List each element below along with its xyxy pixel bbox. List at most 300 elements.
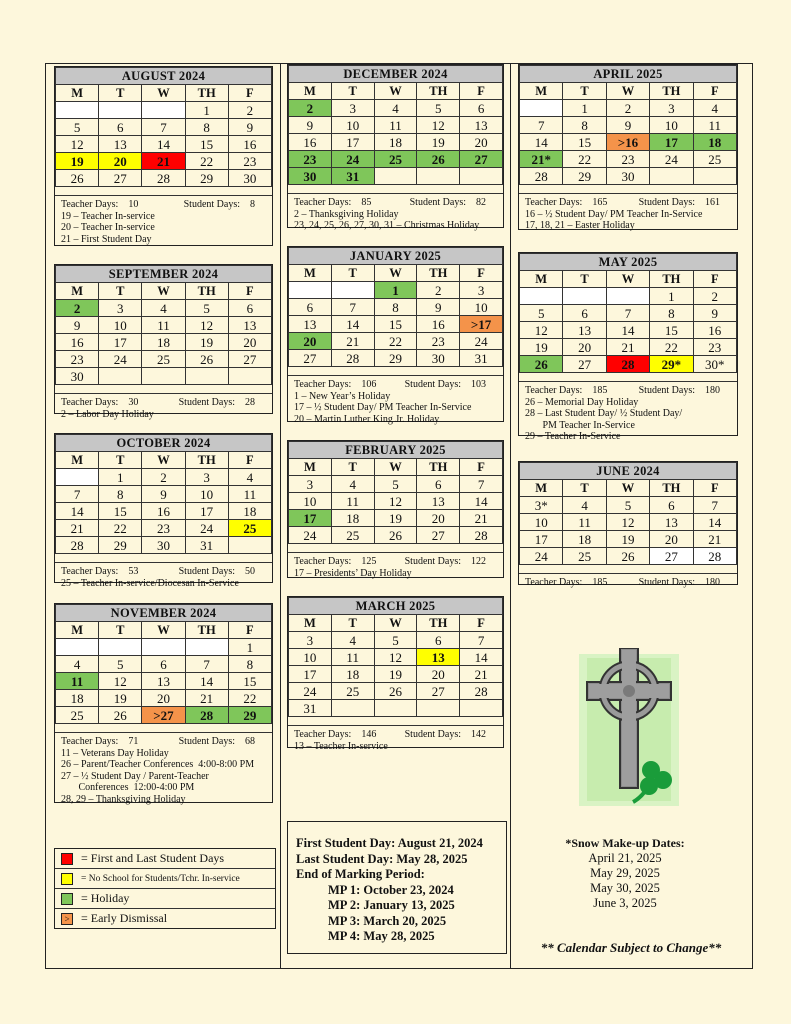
day-cell: 9 bbox=[693, 305, 736, 322]
teacher-days-value: 10 bbox=[128, 199, 139, 210]
day-cell: 12 bbox=[417, 117, 460, 134]
week-row bbox=[289, 299, 503, 316]
snow-makeup-dates bbox=[540, 836, 710, 911]
month-note: 19 – Teacher In-service bbox=[61, 210, 155, 222]
day-cell: 10 bbox=[460, 299, 503, 316]
month-note: 28 – Last Student Day/ ½ Student Day/ bbox=[525, 408, 683, 419]
month-stats bbox=[519, 381, 737, 445]
day-cell: 24 bbox=[650, 151, 693, 168]
month-grid bbox=[55, 434, 272, 554]
day-cell: 19 bbox=[185, 334, 228, 351]
day-cell: 10 bbox=[331, 117, 374, 134]
month-note: Conferences 12:00-4:00 PM bbox=[61, 782, 195, 793]
teacher-days-value: 106 bbox=[361, 379, 377, 390]
day-cell bbox=[228, 537, 271, 554]
day-cell: 2 bbox=[228, 102, 271, 119]
month-title: NOVEMBER 2024 bbox=[56, 605, 272, 622]
day-cell: 2 bbox=[56, 300, 99, 317]
day-cell: 18 bbox=[228, 503, 271, 520]
week-row bbox=[289, 316, 503, 333]
week-row bbox=[56, 520, 272, 537]
day-cell: 5 bbox=[99, 656, 142, 673]
legend-no-school: = No School for Students/Tchr. In-service bbox=[55, 869, 275, 889]
day-cell: 31 bbox=[289, 700, 332, 717]
day-cell: 30 bbox=[142, 537, 185, 554]
student-days-value: 8 bbox=[250, 199, 255, 210]
day-cell: 5 bbox=[606, 497, 649, 514]
day-cell: 25 bbox=[374, 151, 417, 168]
month-january bbox=[287, 246, 504, 425]
day-cell bbox=[331, 282, 374, 299]
day-cell: 16 bbox=[417, 316, 460, 333]
day-cell: 22 bbox=[185, 153, 228, 170]
week-row bbox=[289, 100, 503, 117]
week-row bbox=[289, 333, 503, 350]
day-cell: 12 bbox=[99, 673, 142, 690]
day-cell: 24 bbox=[520, 548, 563, 565]
weekday-header: T bbox=[99, 85, 142, 102]
mp1: MP 1: October 23, 2024 bbox=[328, 882, 454, 897]
student-days-value: 180 bbox=[705, 385, 720, 396]
day-cell: 6 bbox=[417, 632, 460, 649]
weekday-header: T bbox=[331, 83, 374, 100]
week-row bbox=[520, 100, 737, 117]
day-cell: 14 bbox=[142, 136, 185, 153]
month-note: 17, 18, 21 – Easter Holiday bbox=[525, 220, 635, 231]
month-note: 16 – ½ Student Day/ PM Teacher In-Service bbox=[525, 208, 703, 220]
student-days bbox=[639, 197, 720, 209]
weekday-header: W bbox=[606, 480, 649, 497]
student-days-label: Student Days: bbox=[409, 197, 466, 208]
day-cell: 24 bbox=[99, 351, 142, 368]
month-may bbox=[518, 252, 738, 442]
day-cell: 22 bbox=[228, 690, 271, 707]
weekday-header: TH bbox=[417, 83, 460, 100]
day-cell: 15 bbox=[228, 673, 271, 690]
month-grid bbox=[55, 604, 272, 724]
day-cell: 16 bbox=[142, 503, 185, 520]
day-cell: 14 bbox=[693, 514, 736, 531]
week-row bbox=[289, 527, 503, 544]
day-cell: 28 bbox=[331, 350, 374, 367]
day-cell bbox=[693, 168, 736, 185]
student-days-value: 82 bbox=[476, 197, 486, 208]
month-grid bbox=[519, 253, 737, 373]
day-cell: 15 bbox=[374, 316, 417, 333]
weekday-header: T bbox=[99, 283, 142, 300]
day-cell bbox=[56, 102, 99, 119]
month-note: 2 – Labor Day Holiday bbox=[61, 408, 154, 420]
week-row bbox=[289, 117, 503, 134]
day-cell: 25 bbox=[331, 683, 374, 700]
weekday-header: TH bbox=[185, 283, 228, 300]
weekday-header: T bbox=[331, 459, 374, 476]
day-cell: 6 bbox=[563, 305, 606, 322]
month-note: 17 – ½ Student Day/ PM Teacher In-Service bbox=[294, 402, 472, 413]
day-cell: 24 bbox=[460, 333, 503, 350]
day-cell: 21 bbox=[142, 153, 185, 170]
weekday-header: W bbox=[374, 83, 417, 100]
snow-heading: *Snow Make-up Dates: bbox=[565, 836, 685, 850]
legend-first-last: = First and Last Student Days bbox=[55, 849, 275, 869]
week-row bbox=[56, 656, 272, 673]
day-cell bbox=[142, 102, 185, 119]
day-cell: 8 bbox=[228, 656, 271, 673]
week-row bbox=[289, 700, 503, 717]
weekday-header: T bbox=[99, 452, 142, 469]
day-cell: 28 bbox=[606, 356, 649, 373]
day-cell: 18 bbox=[374, 134, 417, 151]
student-days bbox=[405, 379, 486, 391]
weekday-header: M bbox=[520, 480, 563, 497]
month-title: AUGUST 2024 bbox=[56, 68, 272, 85]
month-grid bbox=[288, 65, 503, 185]
day-cell bbox=[650, 168, 693, 185]
day-cell: 28 bbox=[56, 537, 99, 554]
day-cell: 25 bbox=[563, 548, 606, 565]
weekday-header: F bbox=[693, 83, 736, 100]
day-cell: 27 bbox=[650, 548, 693, 565]
day-cell: 22 bbox=[374, 333, 417, 350]
week-row bbox=[520, 531, 737, 548]
day-cell: 22 bbox=[563, 151, 606, 168]
day-cell: 7 bbox=[331, 299, 374, 316]
day-cell: 3 bbox=[289, 632, 332, 649]
month-note: PM Teacher In-Service bbox=[525, 419, 635, 431]
day-cell: 2 bbox=[289, 100, 332, 117]
month-grid bbox=[288, 247, 503, 367]
week-row bbox=[289, 649, 503, 666]
week-row bbox=[289, 282, 503, 299]
day-cell: 17 bbox=[289, 510, 332, 527]
week-row bbox=[56, 136, 272, 153]
day-cell: 22 bbox=[99, 520, 142, 537]
student-days-value: 161 bbox=[705, 197, 720, 208]
month-stats bbox=[288, 375, 503, 427]
month-grid bbox=[288, 441, 503, 544]
day-cell: 25 bbox=[331, 527, 374, 544]
day-cell: 27 bbox=[99, 170, 142, 187]
month-note: 25 – Teacher In-service/Diocesan In-Service bbox=[61, 577, 239, 589]
day-cell: 8 bbox=[650, 305, 693, 322]
teacher-days-value: 71 bbox=[128, 736, 139, 747]
day-cell: 23 bbox=[228, 153, 271, 170]
day-cell: 13 bbox=[417, 649, 460, 666]
day-cell: 29 bbox=[563, 168, 606, 185]
day-cell: 25 bbox=[228, 520, 271, 537]
day-cell: 12 bbox=[374, 493, 417, 510]
day-cell: 5 bbox=[374, 632, 417, 649]
day-cell: 20 bbox=[650, 531, 693, 548]
student-days-label: Student Days: bbox=[404, 556, 461, 567]
day-cell: 9 bbox=[56, 317, 99, 334]
weekday-header: F bbox=[460, 83, 503, 100]
week-row bbox=[56, 153, 272, 170]
weekday-header: TH bbox=[185, 452, 228, 469]
day-cell: 11 bbox=[374, 117, 417, 134]
teacher-days-value: 185 bbox=[592, 577, 608, 588]
weekday-header: M bbox=[289, 459, 332, 476]
month-note: 28, 29 – Thanksgiving Holiday bbox=[61, 793, 186, 805]
month-stats bbox=[288, 725, 503, 754]
student-days-label: Student Days: bbox=[404, 379, 461, 390]
weekday-header: F bbox=[693, 271, 736, 288]
student-days-value: 180 bbox=[705, 577, 720, 588]
day-cell: 20 bbox=[228, 334, 271, 351]
day-cell: 3 bbox=[460, 282, 503, 299]
legend-early-dismissal: > = Early Dismissal bbox=[55, 909, 275, 928]
day-cell bbox=[185, 368, 228, 385]
week-row bbox=[520, 322, 737, 339]
day-cell: 23 bbox=[289, 151, 332, 168]
day-cell: 15 bbox=[563, 134, 606, 151]
day-cell: 12 bbox=[606, 514, 649, 531]
day-cell: 16 bbox=[56, 334, 99, 351]
day-cell bbox=[331, 700, 374, 717]
day-cell: 12 bbox=[520, 322, 563, 339]
mp3: MP 3: March 20, 2025 bbox=[328, 913, 447, 928]
month-june bbox=[518, 461, 738, 588]
student-days bbox=[179, 736, 255, 748]
month-stats bbox=[288, 193, 503, 234]
day-cell: 18 bbox=[331, 510, 374, 527]
day-cell: 14 bbox=[185, 673, 228, 690]
student-days-label: Student Days: bbox=[638, 197, 695, 208]
key-dates-box bbox=[287, 821, 507, 954]
day-cell: 23 bbox=[417, 333, 460, 350]
snow-date: May 29, 2025 bbox=[590, 866, 660, 880]
week-row bbox=[520, 514, 737, 531]
day-cell: >16 bbox=[606, 134, 649, 151]
day-cell: 10 bbox=[185, 486, 228, 503]
day-cell: 26 bbox=[417, 151, 460, 168]
day-cell: >17 bbox=[460, 316, 503, 333]
day-cell: 1 bbox=[185, 102, 228, 119]
weekday-header: T bbox=[563, 480, 606, 497]
day-cell: 9 bbox=[289, 117, 332, 134]
student-days-label: Student Days: bbox=[183, 199, 240, 210]
weekday-header: T bbox=[331, 615, 374, 632]
week-row bbox=[520, 151, 737, 168]
student-days-label: Student Days: bbox=[178, 566, 235, 577]
student-days-label: Student Days: bbox=[638, 577, 695, 588]
day-cell: 13 bbox=[142, 673, 185, 690]
day-cell: 29 bbox=[185, 170, 228, 187]
week-row bbox=[289, 168, 503, 185]
day-cell: 10 bbox=[289, 493, 332, 510]
day-cell: 18 bbox=[331, 666, 374, 683]
week-row bbox=[520, 497, 737, 514]
weekday-header: T bbox=[563, 83, 606, 100]
day-cell: 3 bbox=[331, 100, 374, 117]
month-note: 13 – Teacher In-service bbox=[294, 740, 388, 752]
month-stats bbox=[55, 732, 272, 807]
weekday-header: F bbox=[228, 85, 271, 102]
green-swatch-icon bbox=[61, 893, 73, 905]
student-days-value: 28 bbox=[245, 397, 255, 408]
weekday-header: TH bbox=[417, 265, 460, 282]
day-cell bbox=[185, 639, 228, 656]
day-cell: 28 bbox=[520, 168, 563, 185]
day-cell: 4 bbox=[693, 100, 736, 117]
day-cell: 27 bbox=[563, 356, 606, 373]
teacher-days-value: 125 bbox=[361, 556, 377, 567]
day-cell: 23 bbox=[56, 351, 99, 368]
week-row bbox=[289, 632, 503, 649]
month-stats bbox=[519, 573, 737, 591]
day-cell: 19 bbox=[606, 531, 649, 548]
day-cell: 21 bbox=[185, 690, 228, 707]
day-cell: 26 bbox=[185, 351, 228, 368]
week-row bbox=[56, 119, 272, 136]
day-cell: 28 bbox=[460, 683, 503, 700]
legend-holiday: = Holiday bbox=[55, 889, 275, 909]
day-cell: 14 bbox=[460, 493, 503, 510]
day-cell: 23 bbox=[142, 520, 185, 537]
student-days bbox=[405, 729, 486, 741]
day-cell: 2 bbox=[142, 469, 185, 486]
student-days-value: 68 bbox=[245, 736, 255, 747]
teacher-days-label: Teacher Days: bbox=[294, 379, 352, 390]
snow-date: April 21, 2025 bbox=[588, 851, 662, 865]
week-row bbox=[56, 300, 272, 317]
week-row bbox=[289, 666, 503, 683]
day-cell: 25 bbox=[56, 707, 99, 724]
week-row bbox=[56, 639, 272, 656]
day-cell bbox=[563, 288, 606, 305]
day-cell: 26 bbox=[606, 548, 649, 565]
weekday-header: W bbox=[142, 283, 185, 300]
day-cell bbox=[289, 282, 332, 299]
student-days-value: 142 bbox=[471, 729, 486, 740]
day-cell: 21* bbox=[520, 151, 563, 168]
week-row bbox=[520, 305, 737, 322]
day-cell: 9 bbox=[142, 486, 185, 503]
last-student-day: Last Student Day: May 28, 2025 bbox=[296, 851, 468, 866]
month-title: SEPTEMBER 2024 bbox=[56, 266, 272, 283]
yellow-swatch-icon bbox=[61, 873, 73, 885]
day-cell bbox=[56, 639, 99, 656]
day-cell: 4 bbox=[142, 300, 185, 317]
day-cell: 4 bbox=[331, 476, 374, 493]
day-cell: 3 bbox=[289, 476, 332, 493]
day-cell: 3* bbox=[520, 497, 563, 514]
first-student-day: First Student Day: August 21, 2024 bbox=[296, 836, 483, 850]
mp2: MP 2: January 13, 2025 bbox=[328, 898, 455, 912]
day-cell: 19 bbox=[56, 153, 99, 170]
week-row bbox=[56, 351, 272, 368]
week-row bbox=[56, 334, 272, 351]
snow-date: May 30, 2025 bbox=[590, 881, 660, 895]
month-april bbox=[518, 64, 738, 230]
day-cell bbox=[142, 368, 185, 385]
student-days-value: 50 bbox=[245, 566, 255, 577]
day-cell: 21 bbox=[606, 339, 649, 356]
day-cell bbox=[460, 700, 503, 717]
day-cell bbox=[99, 102, 142, 119]
week-row bbox=[520, 548, 737, 565]
week-row bbox=[56, 690, 272, 707]
day-cell: 24 bbox=[331, 151, 374, 168]
day-cell: 13 bbox=[99, 136, 142, 153]
month-title: MARCH 2025 bbox=[289, 598, 503, 615]
day-cell bbox=[520, 288, 563, 305]
day-cell: 3 bbox=[99, 300, 142, 317]
day-cell: 20 bbox=[289, 333, 332, 350]
orange-swatch-icon: > bbox=[61, 913, 73, 925]
student-days bbox=[179, 397, 255, 409]
day-cell: 23 bbox=[606, 151, 649, 168]
month-note: 2 – Thanksgiving Holiday bbox=[294, 208, 399, 220]
day-cell: 26 bbox=[56, 170, 99, 187]
month-note: 21 – First Student Day bbox=[61, 233, 152, 245]
day-cell: 31 bbox=[331, 168, 374, 185]
day-cell: 1 bbox=[650, 288, 693, 305]
day-cell bbox=[56, 469, 99, 486]
day-cell: 3 bbox=[185, 469, 228, 486]
weekday-header: W bbox=[142, 85, 185, 102]
day-cell: 15 bbox=[99, 503, 142, 520]
day-cell: 12 bbox=[185, 317, 228, 334]
month-title: FEBRUARY 2025 bbox=[289, 442, 503, 459]
day-cell: 4 bbox=[563, 497, 606, 514]
day-cell: 7 bbox=[185, 656, 228, 673]
week-row bbox=[289, 134, 503, 151]
teacher-days-label: Teacher Days: bbox=[294, 729, 352, 740]
weekday-header: M bbox=[56, 283, 99, 300]
day-cell: 14 bbox=[56, 503, 99, 520]
day-cell bbox=[460, 168, 503, 185]
week-row bbox=[289, 151, 503, 168]
month-grid bbox=[288, 597, 503, 717]
day-cell: 2 bbox=[417, 282, 460, 299]
teacher-days-label: Teacher Days: bbox=[294, 556, 352, 567]
weekday-header: F bbox=[460, 615, 503, 632]
day-cell: 4 bbox=[56, 656, 99, 673]
mp4: MP 4: May 28, 2025 bbox=[328, 929, 435, 943]
day-cell: 19 bbox=[99, 690, 142, 707]
day-cell: 20 bbox=[563, 339, 606, 356]
snow-date: June 3, 2025 bbox=[593, 896, 657, 910]
weekday-header: F bbox=[228, 452, 271, 469]
day-cell: 17 bbox=[331, 134, 374, 151]
day-cell: 13 bbox=[563, 322, 606, 339]
day-cell: 13 bbox=[289, 316, 332, 333]
week-row bbox=[56, 486, 272, 503]
teacher-days bbox=[61, 397, 138, 409]
student-days bbox=[639, 577, 720, 589]
month-october bbox=[54, 433, 273, 589]
month-title: MAY 2025 bbox=[520, 254, 737, 271]
day-cell bbox=[99, 639, 142, 656]
weekday-header: M bbox=[289, 265, 332, 282]
week-row bbox=[520, 134, 737, 151]
weekday-header: M bbox=[56, 85, 99, 102]
day-cell: 21 bbox=[331, 333, 374, 350]
month-note: 29 – Teacher In-Service bbox=[525, 431, 621, 442]
day-cell: 25 bbox=[693, 151, 736, 168]
day-cell: 17 bbox=[289, 666, 332, 683]
month-title: APRIL 2025 bbox=[520, 66, 737, 83]
day-cell: 11 bbox=[228, 486, 271, 503]
month-stats bbox=[55, 562, 272, 591]
celtic-cross-shamrock-icon bbox=[579, 648, 679, 806]
day-cell: 12 bbox=[56, 136, 99, 153]
day-cell: 21 bbox=[56, 520, 99, 537]
day-cell: 7 bbox=[520, 117, 563, 134]
day-cell: 8 bbox=[563, 117, 606, 134]
month-march bbox=[287, 596, 504, 752]
